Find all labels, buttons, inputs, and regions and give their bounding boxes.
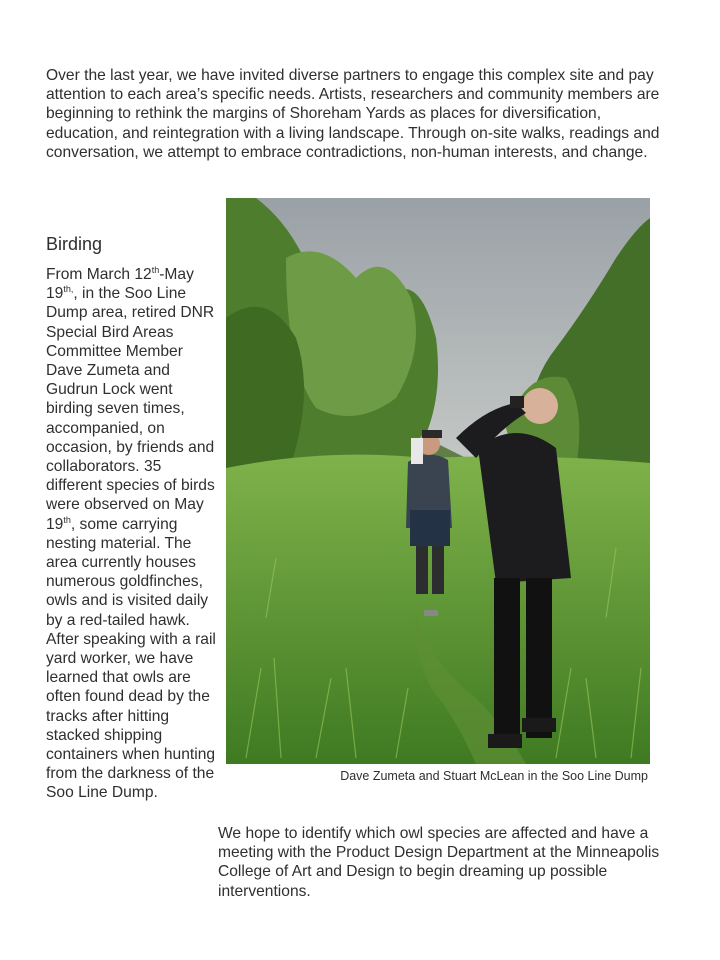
section-heading-birding: Birding — [46, 234, 103, 254]
superscript-th-1: th — [151, 265, 160, 275]
intro-paragraph: Over the last year, we have invited diverse partners to engage this complex site and pay attention to each area’s specific needs. Artists, researchers and community members are beginning to rethink the margins of Shoreham Yards as places for diversification, education, and reintegration with a living landscape. Through on-site walks, readings and conversation, we attempt to embrace contradictions, non-human interests, and change. — [46, 67, 660, 161]
closing-paragraph: We hope to identify which owl species are affected and have a meeting with the Product Design Department at the Minneapolis College of Art and Design to begin dreaming up possible interventions. — [218, 825, 660, 900]
superscript-th-2: th, — [63, 284, 74, 295]
photo-caption: Dave Zumeta and Stuart McLean in the Soo Line Dump — [340, 769, 648, 783]
birding-photo — [226, 198, 650, 764]
birding-text-2: -May 19 — [46, 266, 194, 303]
superscript-th-3: th — [63, 514, 71, 525]
birding-text-1: From March 12 — [46, 266, 152, 283]
birding-paragraph — [46, 265, 218, 803]
birding-text-4: , some carrying nesting material. The area currently houses numerous goldfinches, owls and is visited daily by a red-tailed hawk. After speaking with a rail yard worker, we have learned that owls are often found dead by the tracks after hitting stacked shipping containers when hunting from the darkness of the Soo Line Dump. — [46, 515, 216, 802]
birding-text-3: , in the Soo Line Dump area, retired DNR Special Bird Areas Committee Member Dave Zumeta and Gudrun Lock went birding seven times, accompanied, on occasion, by friends and collaborators. 35 different species of birds were observed on May 19 — [46, 285, 215, 533]
